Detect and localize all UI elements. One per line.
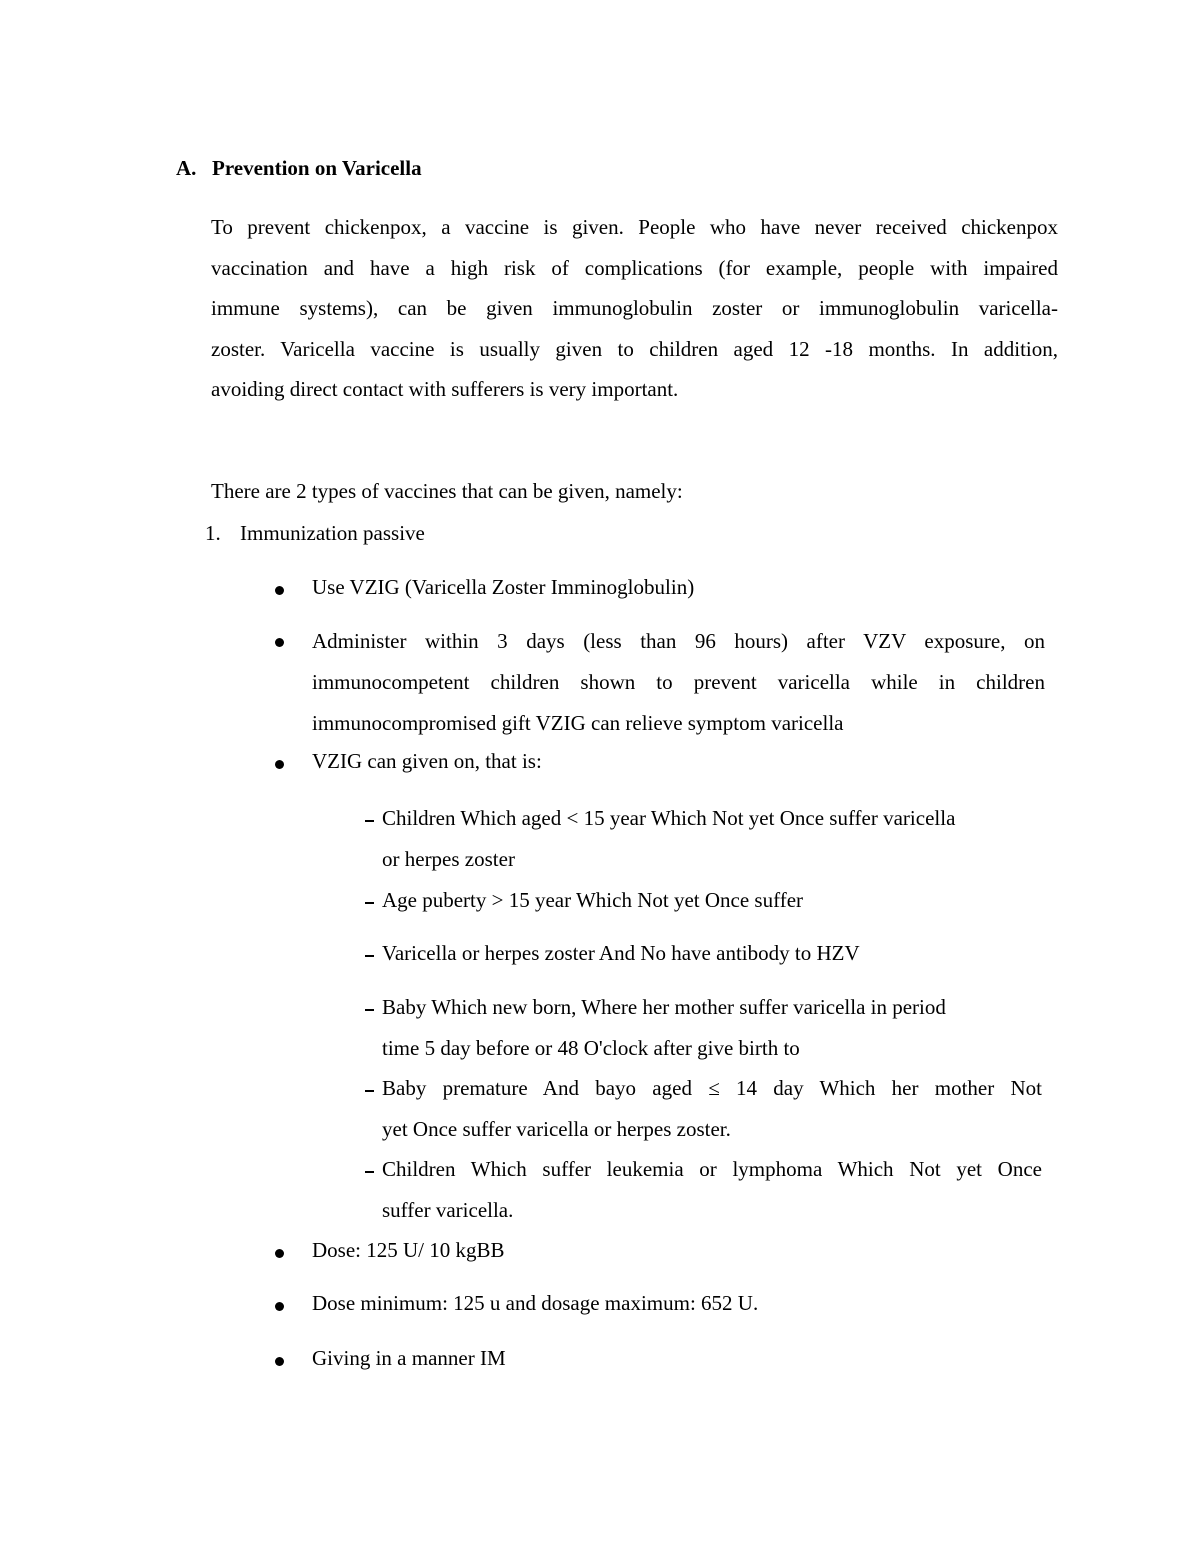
bullet-icon <box>275 1249 284 1258</box>
dash-item <box>382 987 1042 1069</box>
bullet-item: Dose: 125 U/ 10 kgBB <box>312 1238 505 1262</box>
dash-item <box>382 880 1042 921</box>
dash-line: Baby Which new born, Where her mother suffer varicella in period <box>382 995 946 1019</box>
paragraph-line: zoster. Varicella vaccine is usually given to children aged 12 -18 months. In addition, <box>211 336 1058 361</box>
bullet-icon <box>275 760 284 769</box>
dash-icon <box>365 820 374 822</box>
dash-line: suffer varicella. <box>382 1198 514 1222</box>
paragraph-line: vaccination and have a high risk of complications (for example, people with impaired <box>211 255 1058 280</box>
bullet-line: immunocompromised gift VZIG can relieve symptom varicella <box>312 711 844 735</box>
paragraph-line: immune systems), can be given immunoglobulin zoster or immunoglobulin varicella- <box>211 296 1058 321</box>
paragraph-line: avoiding direct contact with sufferers is very important. <box>211 377 679 402</box>
bullet-item: Dose minimum: 125 u and dosage maximum: 652 U. <box>312 1291 759 1315</box>
dash-line: Age puberty > 15 year Which Not yet Once suffer <box>382 888 804 912</box>
item-number: 1. <box>205 521 221 545</box>
bullet-icon <box>275 586 284 595</box>
dash-line: time 5 day before or 48 O'clock after give birth to <box>382 1036 800 1060</box>
dash-line: Varicella or herpes zoster And No have antibody to HZV <box>382 941 860 965</box>
numbered-item <box>205 521 425 546</box>
dash-line: yet Once suffer varicella or herpes zoster. <box>382 1117 731 1141</box>
bullet-icon <box>275 638 284 647</box>
dash-line: or herpes zoster <box>382 847 515 871</box>
dash-item <box>382 933 1042 974</box>
vaccine-types-intro: There are 2 types of vaccines that can be given, namely: <box>211 479 683 503</box>
bullet-item <box>312 621 1045 744</box>
dash-icon <box>365 1171 374 1173</box>
dash-icon <box>365 955 374 957</box>
dash-icon <box>365 1090 374 1092</box>
dash-item <box>382 1149 1042 1231</box>
bullet-item: Giving in a manner IM <box>312 1346 506 1370</box>
dash-item <box>382 1068 1042 1150</box>
item-label: Immunization passive <box>240 521 425 545</box>
bullet-item: Use VZIG (Varicella Zoster Imminoglobulin) <box>312 575 695 599</box>
section-heading <box>176 156 422 181</box>
dash-icon <box>365 902 374 904</box>
intro-paragraph <box>211 207 1058 410</box>
bullet-item: VZIG can given on, that is: <box>312 749 542 773</box>
bullet-line: immunocompetent children shown to prevent varicella while in children <box>312 670 1045 694</box>
dash-icon <box>365 1009 374 1011</box>
dash-item <box>382 798 1042 880</box>
section-title: Prevention on Varicella <box>212 156 422 180</box>
section-letter: A. <box>176 156 197 180</box>
dash-line: Children Which suffer leukemia or lymphoma Which Not yet Once <box>382 1157 1042 1181</box>
bullet-icon <box>275 1357 284 1366</box>
dash-line: Baby premature And bayo aged ≤ 14 day Which her mother Not <box>382 1076 1042 1100</box>
paragraph-line: To prevent chickenpox, a vaccine is given. People who have never received chickenpox <box>211 215 1058 239</box>
dash-line: Children Which aged < 15 year Which Not yet Once suffer varicella <box>382 806 956 830</box>
bullet-line: Administer within 3 days (less than 96 hours) after VZV exposure, on <box>312 629 1045 653</box>
bullet-icon <box>275 1302 284 1311</box>
